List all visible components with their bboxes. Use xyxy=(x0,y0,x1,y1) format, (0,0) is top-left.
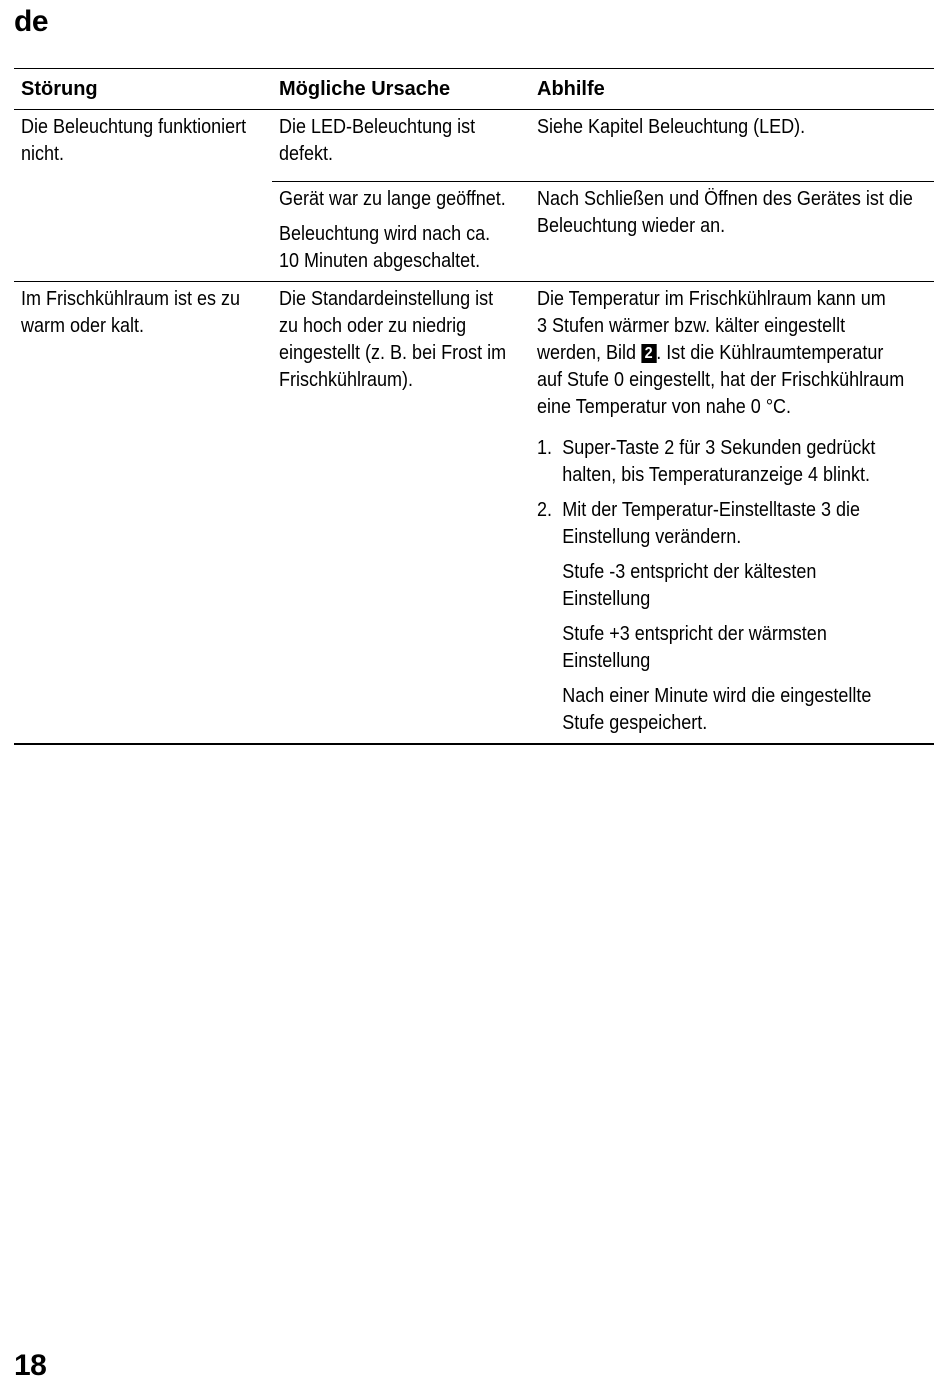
step-number: 1. xyxy=(537,437,553,459)
stoerung-line: nicht. xyxy=(21,143,65,165)
list-item xyxy=(537,435,934,489)
ursache-line: Gerät war zu lange geöffnet. xyxy=(279,188,506,210)
ursache-line: Frischkühlraum). xyxy=(279,369,414,391)
abhilfe-line: werden, Bild 2 . Ist die Kühlraumtemperatur xyxy=(537,342,884,364)
table-row xyxy=(14,110,934,281)
column-header-stoerung: Störung xyxy=(21,78,98,100)
table-header-row xyxy=(14,69,934,109)
abhilfe-line: Beleuchtung wieder an. xyxy=(537,215,726,237)
list-item xyxy=(537,497,934,737)
table-bottom-rule xyxy=(14,743,934,745)
page-number: 18 xyxy=(14,1349,47,1382)
steps-list xyxy=(537,435,934,737)
stoerung-line: warm oder kalt. xyxy=(21,315,145,337)
step-text: Mit der Temperatur-Einstelltaste 3 die Einstellung verändern. xyxy=(562,499,861,548)
abhilfe-line: eine Temperatur von nahe 0 °C. xyxy=(537,396,792,418)
ursache-line: defekt. xyxy=(279,143,334,165)
step-note: Stufe +3 entspricht der wärmsten Einstellung xyxy=(562,623,827,672)
stoerung-line: Die Beleuchtung funktioniert xyxy=(21,116,247,138)
abhilfe-line: auf Stufe 0 eingestellt, hat der Frischkühlraum xyxy=(537,369,905,391)
language-code: de xyxy=(14,5,49,38)
ursache-line: Die Standardeinstellung ist xyxy=(279,288,494,310)
abhilfe-line: 3 Stufen wärmer bzw. kälter eingestellt xyxy=(537,315,846,337)
stoerung-line: Im Frischkühlraum ist es zu xyxy=(21,288,241,310)
step-number: 2. xyxy=(537,499,553,521)
figure-reference-badge: 2 xyxy=(641,344,656,363)
troubleshooting-table xyxy=(14,68,934,745)
table-row xyxy=(14,282,934,743)
step-note: Stufe -3 entspricht der kältesten Einstellung xyxy=(562,561,817,610)
step-note: Nach einer Minute wird die eingestellte Stufe gespeichert. xyxy=(562,685,872,734)
abhilfe-line: Nach Schließen und Öffnen des Gerätes ist die xyxy=(537,188,913,210)
ursache-line: zu hoch oder zu niedrig xyxy=(279,315,467,337)
ursache-line: Die LED-Beleuchtung ist xyxy=(279,116,476,138)
column-header-abhilfe: Abhilfe xyxy=(537,78,605,100)
abhilfe-line: Die Temperatur im Frischkühlraum kann um xyxy=(537,288,886,310)
column-header-ursache: Mögliche Ursache xyxy=(279,78,451,100)
step-text: Super-Taste 2 für 3 Sekunden gedrückt halten, bis Temperaturanzeige 4 blinkt. xyxy=(562,437,876,486)
ursache-line: eingestellt (z. B. bei Frost im xyxy=(279,342,507,364)
abhilfe-line: Siehe Kapitel Beleuchtung (LED). xyxy=(537,116,806,138)
ursache-line: Beleuchtung wird nach ca. xyxy=(279,223,491,245)
ursache-line: 10 Minuten abgeschaltet. xyxy=(279,250,481,272)
